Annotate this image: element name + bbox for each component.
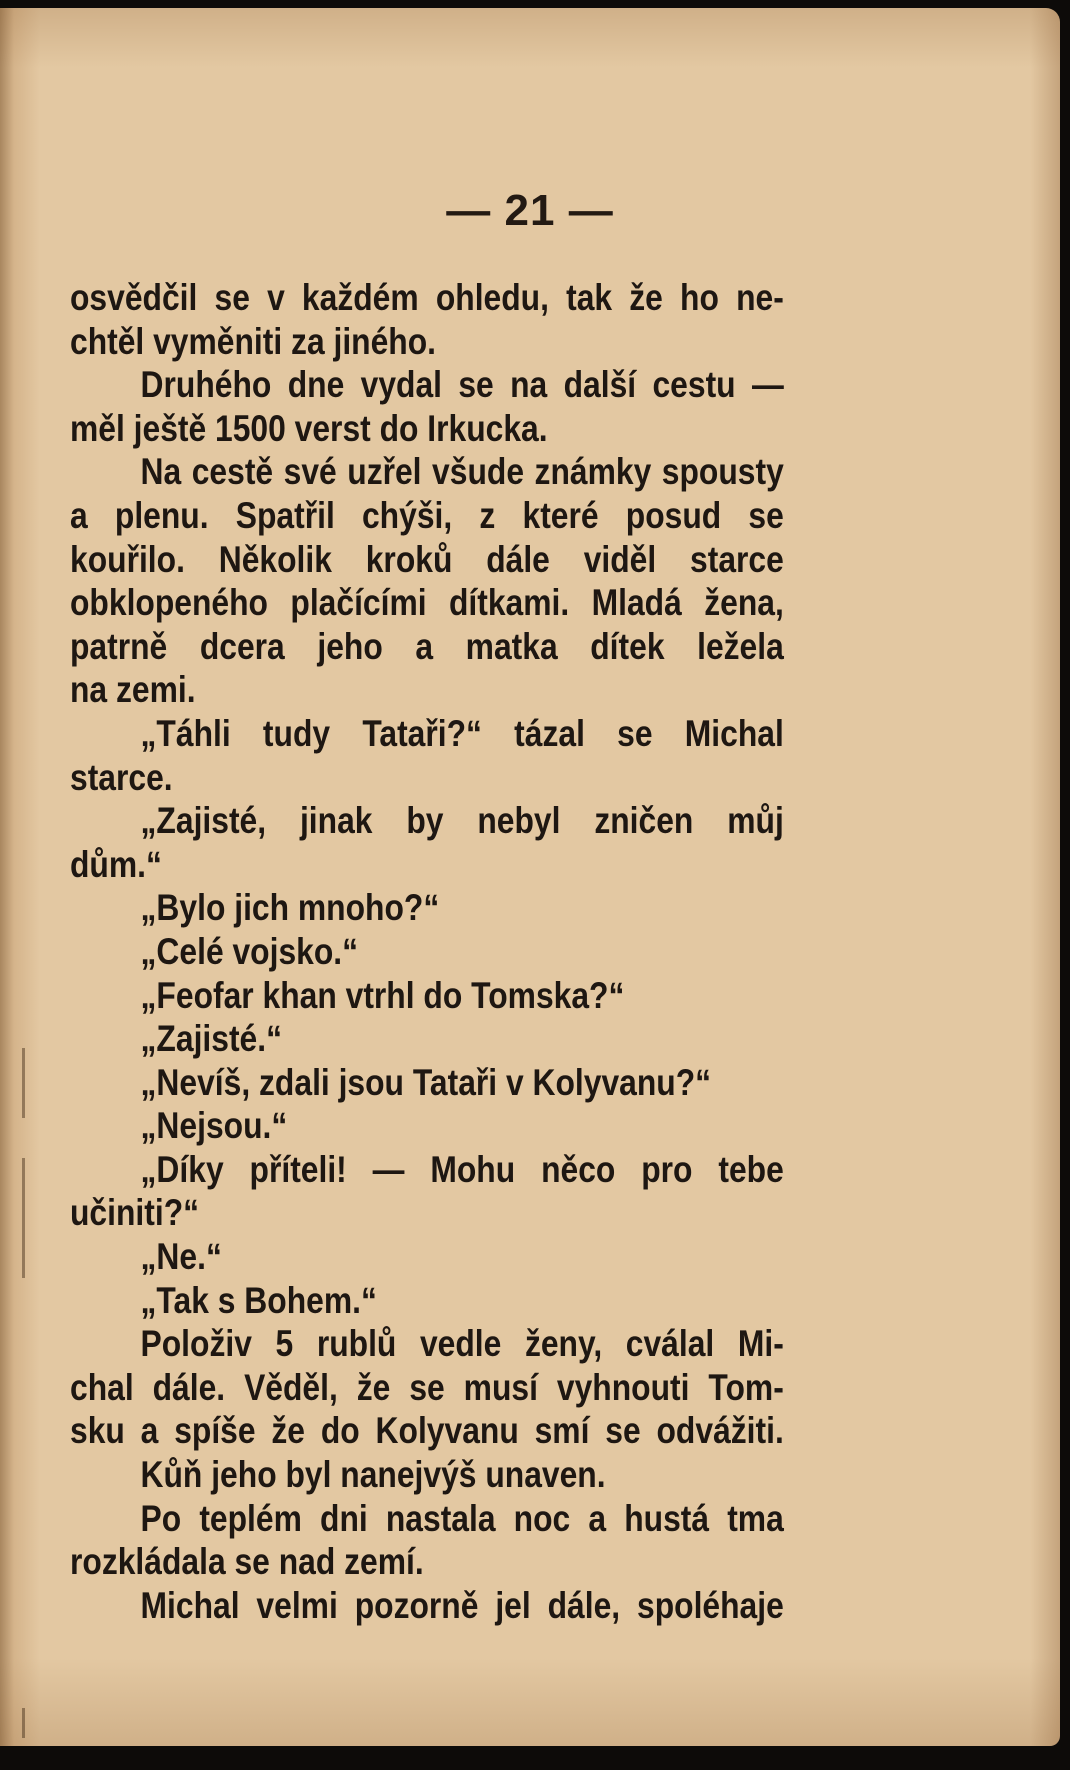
text-line: Michal velmi pozorně jel dále, spoléhaje — [140, 1584, 784, 1626]
text-line: kouřilo. Několik kroků dále viděl starce — [70, 538, 784, 580]
page-number: — 21 — — [446, 186, 614, 235]
text-line: Na cestě své uzřel všude známky spousty — [140, 451, 784, 493]
text-line: měl ještě 1500 verst do Irkucka. — [70, 407, 548, 449]
text-line: Kůň jeho byl nanejvýš unaven. — [140, 1454, 606, 1496]
text-line: patrně dcera jeho a matka dítek ležela — [70, 625, 784, 667]
page-blemish — [22, 1708, 25, 1738]
text-line: „Celé vojsko.“ — [140, 930, 359, 972]
text-line: „Táhli tudy Tataři?“ tázal se Michal — [140, 712, 784, 754]
text-line: Po teplém dni nastala noc a hustá tma — [140, 1497, 784, 1539]
text-line: Položiv 5 rublů vedle ženy, cválal Mi- — [140, 1323, 784, 1365]
text-line: „Zajisté, jinak by nebyl zničen můj — [140, 800, 784, 842]
text-line: dům.“ — [70, 843, 162, 885]
text-line: učiniti?“ — [70, 1192, 200, 1234]
text-line: „Ne.“ — [140, 1236, 222, 1278]
text-line: osvědčil se v každém ohledu, tak že ho ne- — [70, 277, 784, 318]
page-blemish — [22, 1158, 25, 1278]
text-line: chtěl vyměniti za jiného. — [70, 320, 437, 362]
text-line: chal dále. Věděl, že se musí vyhnouti Tom- — [70, 1366, 784, 1408]
text-line: „Zajisté.“ — [140, 1018, 282, 1060]
text-line: Druhého dne vydal se na další cestu — — [140, 364, 784, 406]
page-blemish — [22, 1048, 25, 1118]
text-line: „Nejsou.“ — [140, 1105, 288, 1147]
text-line: „Díky příteli! — Mohu něco pro tebe — [140, 1148, 784, 1190]
text-line: „Nevíš, zdali jsou Tataři v Kolyvanu?“ — [140, 1061, 712, 1103]
book-page — [0, 8, 1060, 1746]
text-line: rozkládala se nad zemí. — [70, 1541, 424, 1583]
text-line: „Feofar khan vtrhl do Tomska?“ — [140, 974, 625, 1016]
body-text — [70, 276, 784, 1627]
text-line: „Tak s Bohem.“ — [140, 1279, 377, 1321]
text-line: „Bylo jich mnoho?“ — [140, 887, 440, 929]
text-line: na zemi. — [70, 669, 196, 711]
text-line: sku a spíše že do Kolyvanu smí se odvážiti. — [70, 1410, 784, 1452]
text-line: a plenu. Spatřil chýši, z které posud se — [70, 494, 784, 536]
text-line: obklopeného plačícími dítkami. Mladá žena, — [70, 582, 784, 624]
text-line: starce. — [70, 756, 173, 798]
